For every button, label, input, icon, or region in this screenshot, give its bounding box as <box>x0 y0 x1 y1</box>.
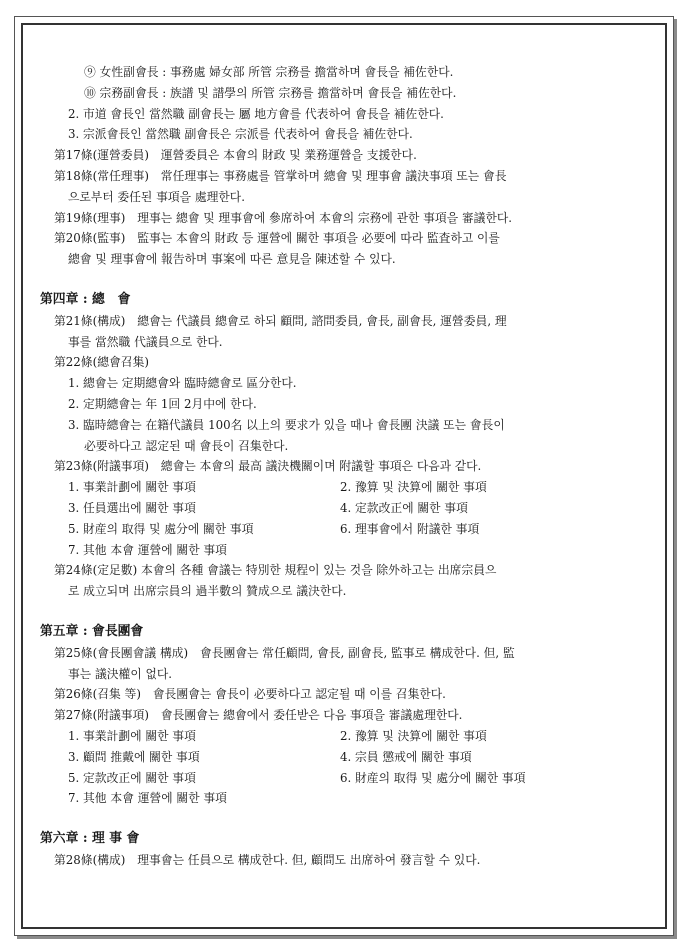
clause-2: 2. 市道 會長인 當然職 副會長는 屬 地方會를 代表하여 會長을 補佐한다. <box>68 106 444 121</box>
list-item: 1. 事業計劃에 關한 事項 <box>68 728 196 743</box>
list-item: 4. 定款改正에 關한 事項 <box>340 500 468 515</box>
article-27: 第27條(附議事項) 會長團會는 總會에서 委任받은 다음 事項을 審議處理한다. <box>54 708 463 723</box>
article-21: 第21條(構成) 總會는 代議員 總會로 하되 顧問, 諮問委員, 會長, 副會長, 運營委員, 理 <box>54 313 507 328</box>
article-28: 第28條(構成) 理事會는 任員으로 構成한다. 但, 顧問도 出席하여 發言할 수 있다. <box>54 852 481 867</box>
list-item: 1. 事業計劃에 關한 事項 <box>68 480 196 495</box>
list-item: 3. 任員選出에 關한 事項 <box>68 500 196 515</box>
article-24: 第24條(定足數) 本會의 各種 會議는 特別한 規程이 있는 것을 除外하고는 出席宗員으 <box>54 563 497 578</box>
list-item: 3. 顧問 推戴에 關한 事項 <box>68 749 200 764</box>
article-20: 第20條(監事) 監事는 本會의 財政 등 運營에 關한 事項을 必要에 따라 監査하고 이를 <box>54 231 500 246</box>
article-19: 第19條(理事) 理事는 總會 및 理事會에 參席하여 本會의 宗務에 관한 事項을 審議한다. <box>54 210 512 225</box>
clause-3: 3. 宗派會長인 當然職 副會長은 宗派를 代表하여 會長을 補佐한다. <box>68 127 413 142</box>
article-25-cont: 事는 議決權이 없다. <box>68 666 173 681</box>
article-22-item-2: 2. 定期總會는 年 1回 2月中에 한다. <box>68 396 257 411</box>
article-22-item-3: 3. 臨時總會는 在籍代議員 100名 以上의 要求가 있을 때나 會長團 決議 또는 會長이 <box>68 417 505 432</box>
chapter-5-heading: 第五章 : 會長團會 <box>40 623 144 639</box>
document-body <box>40 62 650 871</box>
article-18: 第18條(常任理事) 常任理事는 事務處를 管掌하며 總會 및 理事會 議決事項 또는 會長 <box>54 168 507 183</box>
article-27-row <box>40 768 650 789</box>
list-item: 7. 其他 本會 運營에 關한 事項 <box>68 791 227 806</box>
article-23-row <box>40 477 650 498</box>
list-item: 6. 財産의 取得 및 處分에 關한 事項 <box>340 770 526 785</box>
list-item: 6. 理事會에서 附議한 事項 <box>340 521 480 536</box>
article-23-row <box>40 519 650 540</box>
list-item: 2. 豫算 및 決算에 關한 事項 <box>340 728 487 743</box>
article-18-cont: 으로부터 委任된 事項을 處理한다. <box>68 189 245 204</box>
article-20-cont: 總會 및 理事會에 報告하며 事案에 따른 意見을 陳述할 수 있다. <box>68 252 396 267</box>
article-23: 第23條(附議事項) 總會는 本會의 最高 議決機關이며 附議할 事項은 다음과 같다. <box>54 459 482 474</box>
article-22-item-1: 1. 總會는 定期總會와 臨時總會로 區分한다. <box>68 376 297 391</box>
article-22-item-3-cont: 必要하다고 認定된 때 會長이 召集한다. <box>84 438 289 453</box>
article-21-cont: 事를 當然職 代議員으로 한다. <box>68 334 223 349</box>
article-23-row <box>40 498 650 519</box>
article-23-row <box>40 540 650 561</box>
article-17: 第17條(運營委員) 運營委員은 本會의 財政 및 業務運營을 支援한다. <box>54 148 417 163</box>
article-22: 第22條(總會召集) <box>54 355 149 370</box>
list-item: 5. 財産의 取得 및 處分에 關한 事項 <box>68 521 254 536</box>
article-25: 第25條(會長團會議 構成) 會長團會는 常任顧問, 會長, 副會長, 監事로 構成한다. 但, 監 <box>54 645 515 660</box>
list-item: 7. 其他 本會 運營에 關한 事項 <box>68 542 227 557</box>
article-27-row <box>40 747 650 768</box>
article-27-row <box>40 788 650 809</box>
item-religious-vice-president: ⑩ 宗務副會長 : 族譜 및 譜學의 所管 宗務를 擔當하며 會長을 補佐한다. <box>84 85 457 100</box>
article-24-cont: 로 成立되며 出席宗員의 過半數의 贊成으로 議決한다. <box>68 584 347 599</box>
list-item: 4. 宗員 懲戒에 關한 事項 <box>340 749 472 764</box>
chapter-6-heading: 第六章 : 理 事 會 <box>40 831 140 847</box>
item-female-vice-president: ⑨ 女性副會長 : 事務處 婦女部 所管 宗務를 擔當하며 會長을 補佐한다. <box>84 65 454 79</box>
list-item: 2. 豫算 및 決算에 關한 事項 <box>340 480 487 495</box>
chapter-4-heading: 第四章 : 總 會 <box>40 291 131 307</box>
list-item: 5. 定款改正에 關한 事項 <box>68 770 196 785</box>
article-26: 第26條(召集 等) 會長團會는 會長이 必要하다고 認定될 때 이를 召集한다. <box>54 687 446 702</box>
article-27-row <box>40 726 650 747</box>
